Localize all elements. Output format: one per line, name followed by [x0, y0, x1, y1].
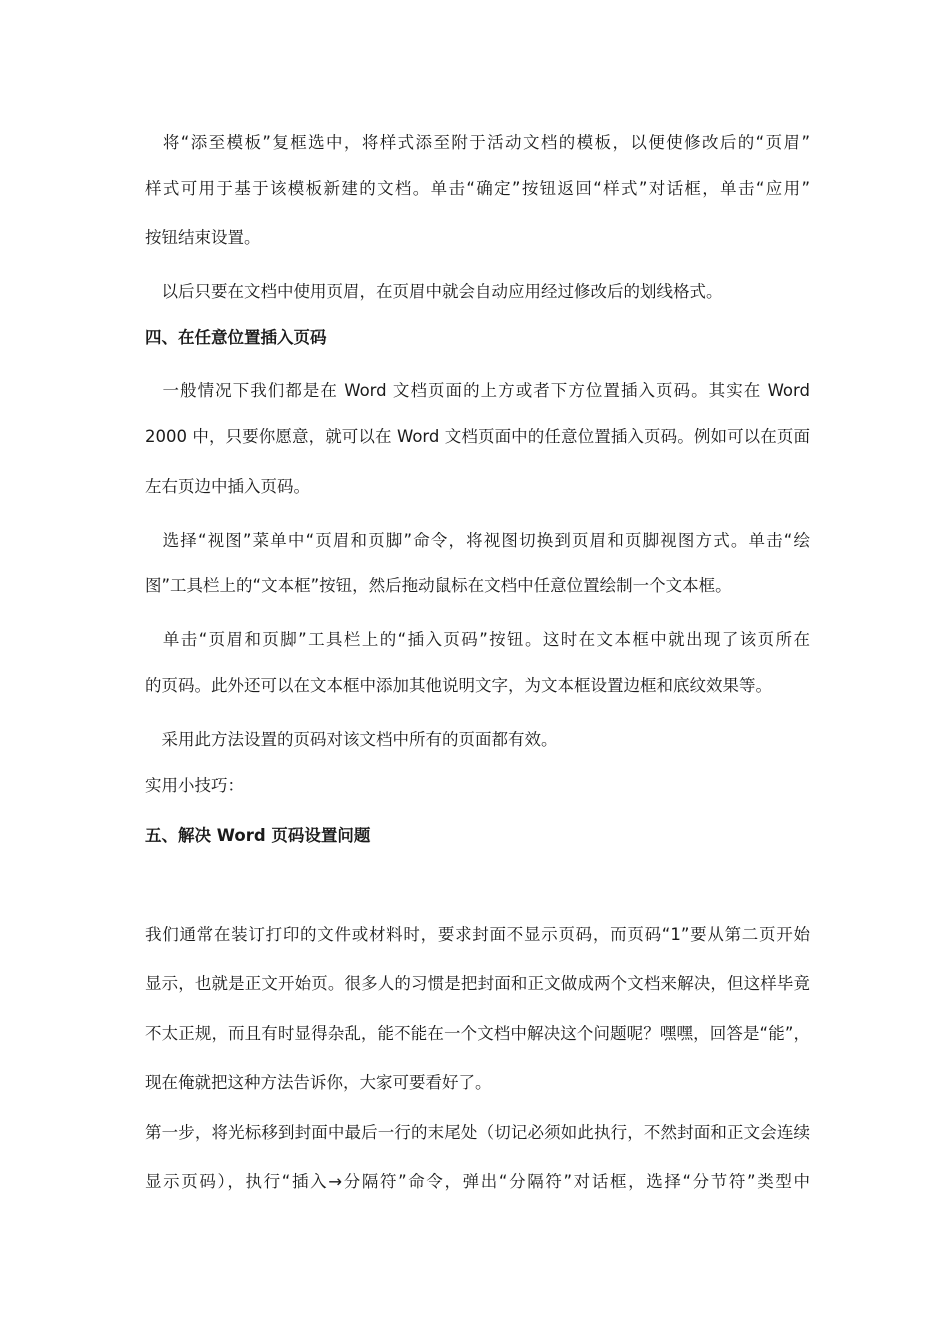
body-line: 采用此方法设置的页码对该文档中所有的页面都有效。 — [145, 730, 558, 749]
body-line: 实用小技巧： — [145, 776, 244, 795]
section-heading: 五、解决 Word 页码设置问题 — [145, 826, 371, 845]
body-line: 的页码。此外还可以在文本框中添加其他说明文字，为文本框设置边框和底纹效果等。 — [145, 676, 772, 695]
body-line: 单击“页眉和页脚”工具栏上的“插入页码”按钮。这时在文本框中就出现了该页所在 — [145, 630, 810, 649]
body-line: 显示，也就是正文开始页。很多人的习惯是把封面和正文做成两个文档来解决，但这样毕竟 — [145, 974, 810, 993]
body-line: 不太正规，而且有时显得杂乱，能不能在一个文档中解决这个问题呢？嘿嘿，回答是“能”， — [145, 1024, 810, 1043]
body-line: 第一步，将光标移到封面中最后一行的末尾处（切记必须如此执行，不然封面和正文会连续 — [145, 1123, 810, 1142]
section-heading: 四、在任意位置插入页码 — [145, 328, 327, 347]
body-line: 我们通常在装订打印的文件或材料时，要求封面不显示页码，而页码“1”要从第二页开始 — [145, 925, 810, 944]
body-line: 一般情况下我们都是在 Word 文档页面的上方或者下方位置插入页码。其实在 Word — [145, 381, 810, 400]
body-line: 以后只要在文档中使用页眉，在页眉中就会自动应用经过修改后的划线格式。 — [145, 282, 723, 301]
body-line: 样式可用于基于该模板新建的文档。单击“确定”按钮返回“样式”对话框，单击“应用” — [145, 179, 810, 198]
body-line: 左右页边中插入页码。 — [145, 477, 310, 496]
body-line: 现在俺就把这种方法告诉你，大家可要看好了。 — [145, 1073, 492, 1092]
body-line: 2000 中，只要你愿意，就可以在 Word 文档页面中的任意位置插入页码。例如可以在页面 — [145, 427, 810, 446]
body-line: 选择“视图”菜单中“页眉和页脚”命令，将视图切换到页眉和页脚视图方式。单击“绘 — [145, 531, 810, 550]
body-line: 按钮结束设置。 — [145, 228, 261, 247]
body-line: 将“添至模板”复框选中，将样式添至附于活动文档的模板，以便使修改后的“页眉” — [145, 133, 810, 152]
body-line: 显示页码），执行“插入→分隔符”命令，弹出“分隔符”对话框，选择“分节符”类型中 — [145, 1172, 810, 1191]
body-line: 图”工具栏上的“文本框”按钮，然后拖动鼠标在文档中任意位置绘制一个文本框。 — [145, 576, 732, 595]
